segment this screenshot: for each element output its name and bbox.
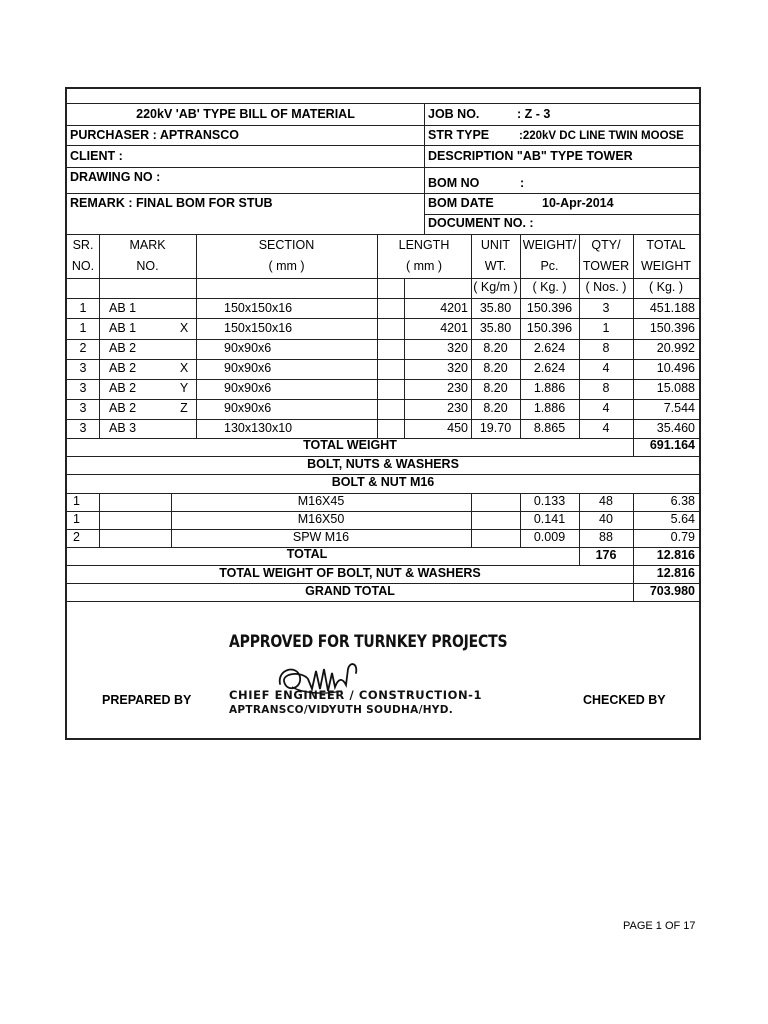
bolt-qty: 88: [599, 530, 613, 544]
col-mark: MARK: [129, 238, 166, 252]
bolt-subheading: BOLT & NUT M16: [331, 475, 435, 489]
grand-total-label: GRAND TOTAL: [305, 584, 395, 598]
col-unit: UNIT: [480, 238, 511, 252]
col-length: LENGTH: [398, 238, 450, 252]
row-mark: AB 1: [109, 301, 137, 315]
prepared-by: PREPARED BY: [102, 693, 192, 707]
bolt-sr: 2: [73, 530, 80, 544]
bnw-label: TOTAL WEIGHT OF BOLT, NUT & WASHERS: [219, 566, 481, 580]
row-weight-pc: 150.396: [526, 301, 573, 315]
description: DESCRIPTION "AB" TYPE TOWER: [428, 149, 633, 163]
bom-date-label: BOM DATE: [428, 196, 494, 210]
row-sr: 3: [79, 421, 87, 435]
row-length: 450: [447, 421, 468, 435]
col-length-2: ( mm ): [405, 259, 443, 273]
col-section: SECTION: [258, 238, 315, 252]
col-qty: QTY/: [591, 238, 621, 252]
bom-no-value: :: [520, 176, 525, 190]
col-total-3: ( Kg. ): [648, 280, 684, 294]
approval-stamp-line2: CHIEF ENGINEER / CONSTRUCTION-1: [229, 688, 483, 702]
total-weight-value: 691.164: [649, 438, 695, 452]
row-section: 90x90x6: [224, 401, 272, 415]
col-sr-2: NO.: [71, 259, 95, 273]
row-qty: 8: [602, 341, 610, 355]
bolt-item: M16X45: [297, 494, 345, 508]
row-length: 230: [447, 401, 468, 415]
bolt-total-qty: 176: [595, 548, 617, 562]
row-sr: 2: [79, 341, 87, 355]
row-section: 90x90x6: [224, 341, 272, 355]
bolt-total-value: 12.816: [656, 548, 695, 562]
bolt-total: 6.38: [670, 494, 695, 508]
row-mark: AB 2: [109, 341, 137, 355]
col-qty-3: ( Nos. ): [585, 280, 627, 294]
row-mark: AB 1: [109, 321, 137, 335]
row-sr: 1: [79, 321, 87, 335]
row-qty: 8: [602, 381, 610, 395]
col-total: TOTAL: [646, 238, 686, 252]
col-weight: WEIGHT/: [522, 238, 577, 252]
total-weight-label: TOTAL WEIGHT: [303, 438, 397, 452]
col-mark-2: NO.: [136, 259, 159, 273]
row-total: 35.460: [656, 421, 695, 435]
row-length: 320: [447, 361, 468, 375]
client: CLIENT :: [70, 149, 123, 163]
row-sr: 3: [79, 401, 87, 415]
row-mark-suffix: Y: [179, 381, 189, 395]
col-section-2: ( mm ): [268, 259, 305, 273]
drawing-no: DRAWING NO :: [70, 170, 161, 184]
row-weight-pc: 8.865: [533, 421, 566, 435]
str-type-label: STR TYPE: [428, 128, 490, 142]
row-qty: 1: [602, 321, 610, 335]
approval-stamp-line3: APTRANSCO/VIDYUTH SOUDHA/HYD.: [229, 704, 454, 716]
row-total: 7.544: [663, 401, 695, 415]
row-mark: AB 2: [109, 401, 137, 415]
col-unit-3: ( Kg/m ): [473, 280, 518, 294]
row-length: 320: [447, 341, 468, 355]
row-mark-suffix: X: [179, 321, 189, 335]
document-no: DOCUMENT NO. :: [428, 216, 534, 230]
bolt-total-label: TOTAL: [286, 547, 328, 561]
grand-total-value: 703.980: [649, 584, 695, 598]
row-unit-wt: 35.80: [479, 301, 512, 315]
row-mark: AB 2: [109, 381, 137, 395]
row-sr: 3: [79, 381, 87, 395]
row-mark-suffix: Z: [180, 401, 188, 415]
row-unit-wt: 8.20: [483, 381, 508, 395]
row-qty: 4: [602, 361, 610, 375]
row-mark: AB 3: [109, 421, 137, 435]
row-mark-suffix: X: [179, 361, 189, 375]
page-number: PAGE 1 OF 17: [623, 920, 696, 932]
row-section: 130x130x10: [224, 421, 293, 435]
bolt-item: M16X50: [297, 512, 345, 526]
row-unit-wt: 8.20: [483, 401, 508, 415]
row-length: 230: [447, 381, 468, 395]
job-no-value: : Z - 3: [517, 107, 551, 121]
remark: REMARK : FINAL BOM FOR STUB: [70, 196, 273, 210]
bolt-total: 5.64: [670, 512, 695, 526]
row-length: 4201: [440, 301, 468, 315]
str-type-value: :220kV DC LINE TWIN MOOSE: [519, 130, 684, 142]
row-weight-pc: 2.624: [533, 361, 566, 375]
row-unit-wt: 8.20: [483, 341, 508, 355]
bolt-qty: 40: [599, 512, 613, 526]
row-weight-pc: 1.886: [533, 381, 566, 395]
bolt-total: 0.79: [670, 530, 695, 544]
bnw-value: 12.816: [656, 566, 695, 580]
row-length: 4201: [440, 321, 468, 335]
purchaser: PURCHASER : APTRANSCO: [70, 128, 239, 142]
row-section: 150x150x16: [224, 321, 293, 335]
row-total: 20.992: [656, 341, 695, 355]
row-section: 150x150x16: [224, 301, 293, 315]
bolt-sr: 1: [73, 494, 80, 508]
bolt-weight-pc: 0.141: [533, 512, 566, 526]
row-unit-wt: 8.20: [483, 361, 508, 375]
row-unit-wt: 35.80: [479, 321, 512, 335]
row-section: 90x90x6: [224, 361, 272, 375]
bolt-weight-pc: 0.133: [533, 494, 566, 508]
bom-title: 220kV 'AB' TYPE BILL OF MATERIAL: [136, 107, 355, 121]
col-weight-3: ( Kg. ): [532, 280, 567, 294]
bolt-qty: 48: [599, 494, 613, 508]
bom-date-value: 10-Apr-2014: [542, 196, 614, 210]
row-weight-pc: 150.396: [526, 321, 573, 335]
row-total: 150.396: [649, 321, 695, 335]
bolt-item: SPW M16: [292, 530, 350, 544]
checked-by: CHECKED BY: [583, 693, 666, 707]
bolt-sr: 1: [73, 512, 80, 526]
row-qty: 4: [602, 421, 610, 435]
col-unit-2: WT.: [484, 259, 507, 273]
row-qty: 3: [602, 301, 610, 315]
row-weight-pc: 2.624: [533, 341, 566, 355]
row-weight-pc: 1.886: [533, 401, 566, 415]
col-qty-2: TOWER: [582, 259, 630, 273]
job-no-label: JOB NO.: [428, 107, 480, 121]
row-unit-wt: 19.70: [479, 421, 512, 435]
row-sr: 1: [79, 301, 87, 315]
row-total: 15.088: [656, 381, 695, 395]
col-total-2: WEIGHT: [641, 259, 691, 273]
col-weight-2: Pc.: [540, 259, 559, 273]
row-sr: 3: [79, 361, 87, 375]
row-section: 90x90x6: [224, 381, 272, 395]
bom-sheet: [65, 87, 701, 740]
approval-stamp-title: APPROVED FOR TURNKEY PROJECTS: [229, 632, 508, 652]
row-total: 451.188: [649, 301, 695, 315]
bolt-heading: BOLT, NUTS & WASHERS: [307, 457, 459, 471]
bom-no-label: BOM NO: [428, 176, 480, 190]
row-qty: 4: [602, 401, 610, 415]
col-sr: SR.: [72, 238, 94, 252]
bolt-weight-pc: 0.009: [533, 530, 566, 544]
row-mark: AB 2: [109, 361, 137, 375]
row-total: 10.496: [656, 361, 695, 375]
